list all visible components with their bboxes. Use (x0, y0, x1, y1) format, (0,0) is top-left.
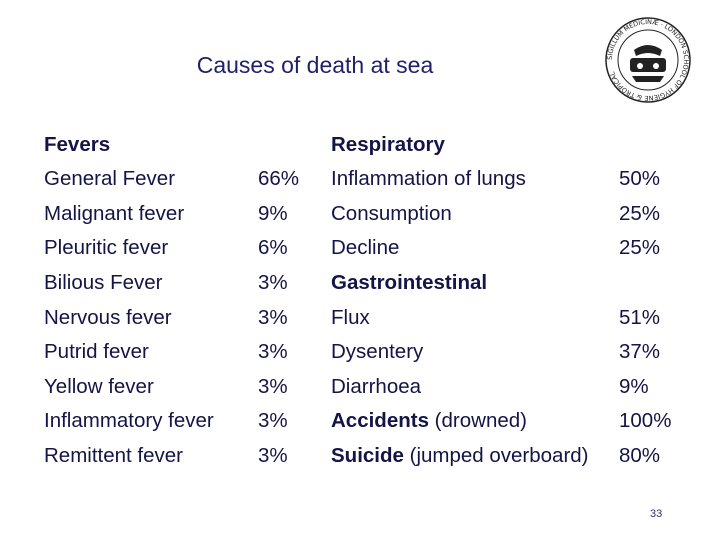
list-item-pct: 3% (258, 444, 288, 467)
list-item-pct: 51% (619, 306, 661, 329)
list-item: Inflammation of lungs (331, 167, 526, 190)
slide-title: Causes of death at sea (196, 52, 434, 78)
page-number: 33 (650, 508, 663, 520)
list-item: Pleuritic fever (44, 236, 169, 259)
list-item: Nervous fever (44, 306, 172, 329)
accidents-row (331, 409, 527, 433)
list-item: General Fever (44, 167, 176, 190)
list-item-pct: 3% (258, 409, 288, 432)
fevers-heading: Fevers (44, 133, 111, 156)
list-item: Putrid fever (44, 340, 149, 363)
list-item: Yellow fever (44, 375, 154, 398)
gastrointestinal-heading: Gastrointestinal (331, 271, 488, 294)
svg-text:SIGILLUM MEDICINÆ · LONDON SCH: SIGILLUM MEDICINÆ · LONDON SCHOOL OF HYGIENE & TROPICAL (605, 17, 691, 103)
list-item-pct: 37% (619, 340, 661, 363)
suicide-row (331, 444, 589, 468)
list-item-pct: 80% (619, 444, 661, 467)
list-item: Dysentery (331, 340, 424, 363)
list-item-pct: 6% (258, 236, 288, 259)
suicide-detail: (jumped overboard) (403, 444, 589, 467)
list-item-pct: 3% (258, 271, 288, 294)
list-item: Consumption (331, 202, 452, 225)
list-item-pct: 50% (619, 167, 661, 190)
list-item-pct: 9% (619, 375, 649, 398)
list-item: Flux (331, 306, 370, 329)
list-item-pct: 100% (619, 409, 672, 432)
list-item: Diarrhoea (331, 375, 422, 398)
suicide-heading: Suicide (331, 444, 404, 467)
list-item-pct: 25% (619, 236, 661, 259)
list-item-pct: 3% (258, 375, 288, 398)
list-item: Remittent fever (44, 444, 183, 467)
accidents-detail: (drowned) (428, 409, 527, 432)
respiratory-heading: Respiratory (331, 133, 445, 156)
list-item-pct: 66% (258, 167, 300, 190)
list-item: Inflammatory fever (44, 409, 214, 432)
list-item: Malignant fever (44, 202, 185, 225)
list-item-pct: 9% (258, 202, 288, 225)
crest-logo-icon (604, 16, 692, 104)
list-item-pct: 25% (619, 202, 661, 225)
accidents-heading: Accidents (331, 409, 429, 432)
list-item: Decline (331, 236, 400, 259)
list-item: Bilious Fever (44, 271, 163, 294)
list-item-pct: 3% (258, 340, 288, 363)
list-item-pct: 3% (258, 306, 288, 329)
